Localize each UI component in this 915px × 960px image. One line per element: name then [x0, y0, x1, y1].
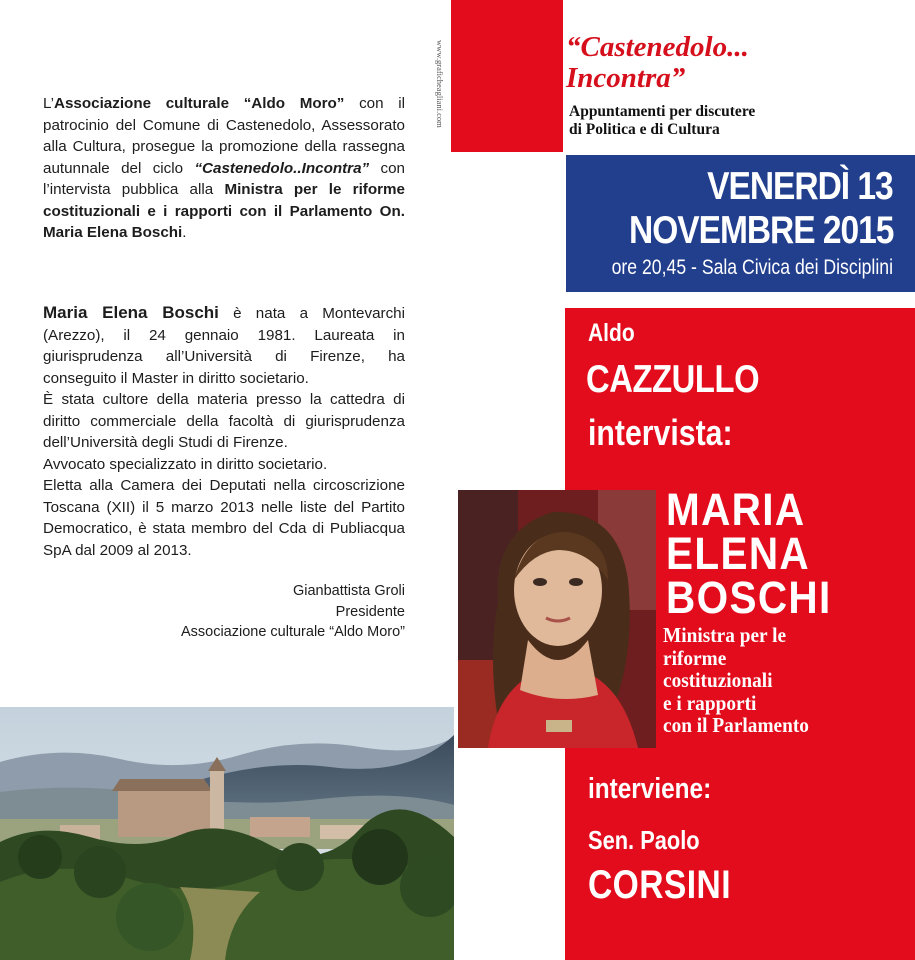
- speaker-last-name: CORSINI: [588, 863, 731, 907]
- bio-text: È stata cultore della materia presso la cattedra di diritto commerciale della facoltà di giurisprudenza dell’Università degli Studi di Firenze.: [43, 391, 405, 451]
- interviewer-first-name: Aldo: [588, 319, 635, 347]
- intro-text: .: [182, 224, 187, 241]
- guest-name-line: ELENA: [666, 528, 811, 579]
- series-subtitle-line: di Politica e di Cultura: [569, 121, 720, 138]
- signature-block: [105, 581, 405, 643]
- guest-role-line: con il Parlamento: [663, 713, 809, 737]
- bio-intro: [43, 302, 405, 389]
- event-date-month-year: NOVEMBRE 2015: [628, 209, 893, 252]
- bio-name: Maria Elena Boschi: [43, 303, 219, 322]
- event-date-day: VENERDÌ 13: [707, 165, 893, 208]
- event-date-box: [566, 155, 915, 292]
- series-subtitle-line: Appuntamenti per discutere: [569, 103, 756, 120]
- event-time-place: ore 20,45 - Sala Civica dei Disciplini: [611, 256, 893, 279]
- intro-paragraph: [43, 93, 405, 244]
- series-title-line: Incontra”: [566, 62, 686, 94]
- signature-name: Gianbattista Groli: [292, 583, 405, 599]
- guest-role-line: costituzionali: [663, 668, 773, 692]
- castenedolo-landscape-photo: [0, 707, 454, 960]
- guest-role: [663, 624, 809, 737]
- red-accent-block: [451, 0, 563, 152]
- guest-name: [666, 484, 832, 623]
- signature-title: Presidente: [335, 603, 405, 620]
- series-title: [566, 32, 749, 94]
- interviewer-verb: intervista:: [588, 412, 733, 453]
- intro-text: con l’intervista pubblica alla: [43, 159, 405, 198]
- series-title-line: “Castenedolo...: [566, 31, 749, 63]
- guest-role-line: riforme: [663, 645, 727, 670]
- signature-org: Associazione culturale “Aldo Moro”: [180, 624, 405, 640]
- intro-association: Associazione culturale “Aldo Moro”: [53, 95, 345, 112]
- intro-cycle: “Castenedolo..Incontra”: [194, 159, 370, 177]
- bio-text: Eletta alla Camera dei Deputati nella circoscrizione Toscana (XII) il 5 marzo 2013 nelle liste del Partito Democratico, è stata membro del Cda di Publiacqua SpA dal 2009 al 2013.: [43, 477, 405, 559]
- bio-text: è nata a Montevarchi (Arezzo), il 24 gennaio 1981. Laureata in giurisprudenza all’Università di Firenze, ha conseguito il Master in diritto societario.: [43, 305, 405, 387]
- intro-minister: Ministra per le riforme costituzionali e i rapporti con il Parlamento On. Maria Elena Boschi: [43, 181, 405, 241]
- guest-role-line: e i rapporti: [663, 690, 757, 715]
- speaker-verb: interviene:: [588, 773, 712, 805]
- intro-text: con il patrocinio del Comune di Castenedolo, Assessorato alla Cultura, prosegue la promozione della rassegna autunnale del ciclo: [43, 95, 405, 177]
- speaker-first-name: Sen. Paolo: [588, 825, 700, 855]
- series-subtitle: [569, 103, 755, 139]
- interviewer-last-name: CAZZULLO: [586, 358, 760, 401]
- printer-url: www.graficheagliani.com: [435, 40, 445, 128]
- intro-text: L’: [43, 95, 54, 112]
- guest-name-line: BOSCHI: [666, 572, 832, 623]
- guest-role-line: Ministra per le: [663, 623, 787, 647]
- guest-portrait-photo: [458, 490, 656, 748]
- bio-paragraph: [43, 302, 405, 561]
- guest-name-line: MARIA: [666, 484, 806, 535]
- bio-text: Avvocato specializzato in diritto societario.: [43, 455, 328, 473]
